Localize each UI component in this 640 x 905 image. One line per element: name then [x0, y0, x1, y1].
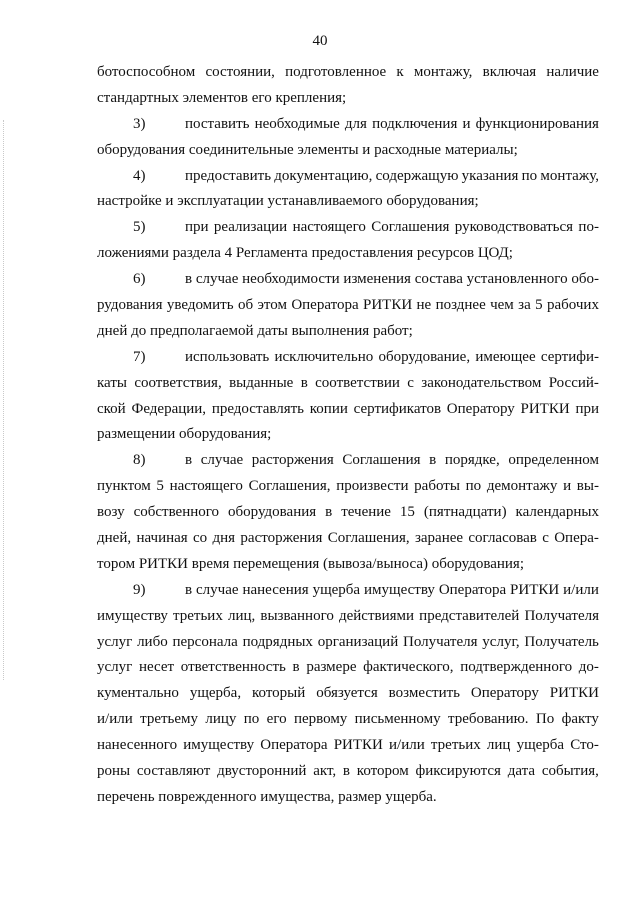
- list-item: [97, 215, 599, 267]
- text-line: рудования уведомить об этом Оператора РИТКИ не позднее чем за 5 рабочих: [97, 297, 599, 314]
- scan-margin-artifact: [3, 120, 6, 680]
- text-line: настройке и эксплуатации устанавливаемого оборудования;: [97, 193, 479, 210]
- list-item: [97, 60, 599, 112]
- item-text-line: в случае нанесения ущерба имуществу Оператора РИТКИ и/или: [185, 581, 599, 598]
- item-number: 3): [133, 115, 146, 132]
- item-number: 6): [133, 271, 146, 288]
- item-number: 8): [133, 452, 146, 469]
- item-first-line: [97, 164, 599, 190]
- text-line: дней, начиная со дня расторжения Соглашения, заранее согласовав с Опера-: [97, 530, 599, 547]
- item-text-line: использовать исключительно оборудование, имеющее сертифи-: [185, 348, 599, 365]
- item-text-line: поставить необходимые для подключения и функционирования: [185, 115, 599, 132]
- text-line: тором РИТКИ время перемещения (вывоза/выноса) оборудования;: [97, 555, 525, 572]
- text-line: ской Федерации, предоставлять копии сертификатов Оператору РИТКИ при: [97, 400, 599, 417]
- item-number: 7): [133, 348, 146, 365]
- item-first-line: [97, 267, 599, 293]
- text-line: нанесенного имуществу Оператора РИТКИ и/или третьих лиц ущерба Сто-: [97, 737, 599, 754]
- list-item: [97, 164, 599, 216]
- text-line: пунктом 5 настоящего Соглашения, произвести работы по демонтажу и вы-: [97, 478, 599, 495]
- item-first-line: [97, 215, 599, 241]
- list-item: [97, 345, 599, 449]
- text-line: каты соответствия, выданные в соответствии с законодательством Россий-: [97, 374, 599, 391]
- item-first-line: [97, 112, 599, 138]
- text-line: услуг либо персонала подрядных организаций Получателя услуг, Получатель: [97, 633, 599, 650]
- text-line: роны составляют двусторонний акт, в котором фиксируются дата события,: [97, 763, 599, 780]
- item-number: 9): [133, 581, 146, 598]
- text-line: дней до предполагаемой даты выполнения работ;: [97, 322, 413, 339]
- item-text-line: в случае необходимости изменения состава установленного обо-: [185, 271, 599, 288]
- list-item: [97, 578, 599, 811]
- list-item: [97, 448, 599, 577]
- text-line: имуществу третьих лиц, вызванного действиями представителей Получателя: [97, 607, 599, 624]
- text-line: ботоспособном состоянии, подготовленное к монтажу, включая наличие: [97, 64, 599, 80]
- item-first-line: [97, 345, 599, 371]
- list-item: [97, 267, 599, 345]
- text-line: услуг несет ответственность в размере фактического, подтвержденного до-: [97, 659, 599, 676]
- item-first-line: [97, 578, 599, 604]
- text-line: и/или третьему лицу по его первому письменному требованию. По факту: [97, 711, 599, 728]
- list-item: [97, 112, 599, 164]
- text-line: кументально ущерба, который обязуется возместить Оператору РИТКИ: [97, 685, 599, 702]
- page-number: 40: [312, 33, 328, 49]
- text-line: ложениями раздела 4 Регламента предоставления ресурсов ЦОД;: [97, 245, 513, 262]
- text-line: стандартных элементов его крепления;: [97, 89, 347, 106]
- body-text: [97, 60, 599, 811]
- item-text-line: предоставить документацию, содержащую указания по монтажу,: [185, 167, 599, 184]
- item-number: 4): [133, 167, 146, 184]
- item-text-line: при реализации настоящего Соглашения руководствоваться по-: [185, 219, 599, 236]
- item-text-line: в случае расторжения Соглашения в порядке, определенном: [185, 452, 599, 469]
- text-line: размещении оборудования;: [97, 426, 272, 443]
- item-number: 5): [133, 219, 146, 236]
- text-line: возу собственного оборудования в течение 15 (пятнадцати) календарных: [97, 504, 599, 521]
- text-line: перечень поврежденного имущества, размер ущерба.: [97, 788, 437, 805]
- item-first-line: [97, 448, 599, 474]
- text-line: оборудования соединительные элементы и расходные материалы;: [97, 141, 518, 158]
